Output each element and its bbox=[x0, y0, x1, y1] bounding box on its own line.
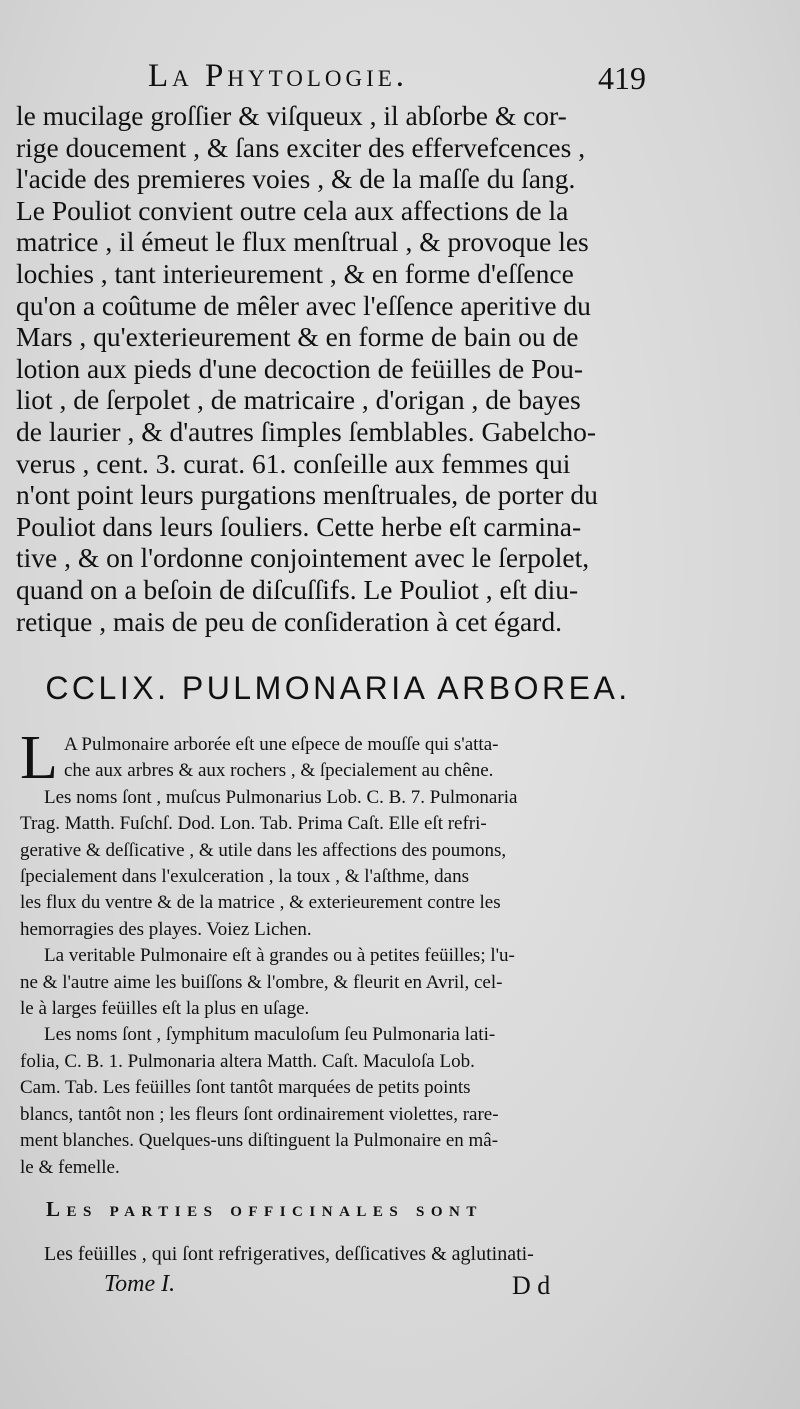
volume-label: Tome I. bbox=[104, 1271, 176, 1297]
text-line: Pouliot dans leurs ſouliers. Cette herbe eſt carmina- bbox=[16, 510, 582, 542]
running-title: La Phytologie. bbox=[148, 58, 409, 94]
text-line: le à larges feüilles eſt la plus en uſage. bbox=[20, 998, 310, 1020]
text-line: A Pulmonaire arborée eſt une eſpece de mouſſe qui s'atta- bbox=[64, 734, 499, 755]
text-line: rige doucement , & ſans exciter des effervefcences , bbox=[16, 131, 586, 163]
text-line: Les feüilles , qui ſont refrigeratives, deſſicatives & aglutinati- bbox=[44, 1243, 534, 1265]
drop-cap-paragraph bbox=[20, 724, 660, 792]
text-line: liot , de ſerpolet , de matricaire , d'origan , de bayes bbox=[16, 384, 581, 416]
text-line: gerative & deſſicative , & utile dans les affections des poumons, bbox=[20, 839, 507, 861]
text-line: hemorragies des playes. Voiez Lichen. bbox=[20, 918, 312, 940]
drop-cap: L bbox=[20, 724, 58, 792]
text-line: le & femelle. bbox=[20, 1156, 120, 1178]
text-line: tive , & on l'ordonne conjointement avec le ſerpolet, bbox=[16, 542, 590, 574]
text-line: ne & l'autre aime les buiſſons & l'ombre, & fleurit en Avril, cel- bbox=[20, 971, 503, 993]
text-line: Les noms ſont , muſcus Pulmonarius Lob. C. B. 7. Pulmonaria bbox=[44, 786, 518, 808]
text-line: lotion aux pieds d'une decoction de feüilles de Pou- bbox=[16, 352, 584, 384]
text-line: La veritable Pulmonaire eſt à grandes ou à petites feüilles; l'u- bbox=[44, 945, 515, 967]
page-footer bbox=[0, 1271, 800, 1311]
text-line: folia, C. B. 1. Pulmonaria altera Matth. Caſt. Maculoſa Lob. bbox=[20, 1050, 475, 1072]
section-body bbox=[20, 724, 660, 1181]
page-number: 419 bbox=[598, 60, 646, 96]
text-line: quand on a beſoin de diſcuſſifs. Le Pouliot , eſt diu- bbox=[16, 573, 579, 605]
text-line: blancs, tantôt non ; les fleurs ſont ordinairement violettes, rare- bbox=[20, 1103, 499, 1125]
text-line: les flux du ventre & de la matrice , & exterieurement contre les bbox=[20, 892, 501, 914]
text-line: de laurier , & d'autres ſimples ſemblables. Gabelcho- bbox=[16, 415, 596, 447]
text-line: Les noms ſont , ſymphitum maculoſum ſeu Pulmonaria lati- bbox=[44, 1024, 496, 1046]
text-line: Mars , qu'exterieurement & en forme de bain ou de bbox=[16, 321, 579, 353]
main-paragraph bbox=[16, 100, 656, 637]
text-line: Trag. Matth. Fuſchſ. Dod. Lon. Tab. Prima Caſt. Elle eſt refri- bbox=[20, 813, 487, 835]
text-line: lochies , tant interieurement , & en forme d'eſſence bbox=[16, 257, 574, 289]
text-line: ment blanches. Quelques-uns diſtinguent la Pulmonaire en mâ- bbox=[20, 1130, 499, 1152]
section-heading: CCLIX. PULMONARIA ARBOREA. bbox=[45, 670, 631, 706]
text-line: retique , mais de peu de conſideration à cet égard. bbox=[16, 605, 562, 637]
text-line: Cam. Tab. Les feüilles ſont tantôt marquées de petits points bbox=[20, 1077, 471, 1099]
text-line: qu'on a coûtume de mêler avec l'eſſence aperitive du bbox=[16, 289, 591, 321]
page-header bbox=[0, 58, 800, 102]
text-line: ſpecialement dans l'exulceration , la toux , & l'aſthme, dans bbox=[20, 866, 469, 888]
text-line: matrice , il émeut le flux menſtrual , & provoque les bbox=[16, 226, 589, 258]
text-line: n'ont point leurs purgations menſtruales, de porter du bbox=[16, 479, 598, 511]
signature-mark: D d bbox=[512, 1271, 551, 1300]
text-line: che aux arbres & aux rochers , & ſpecialement au chêne. bbox=[64, 760, 494, 782]
text-line: Le Pouliot convient outre cela aux affections de la bbox=[16, 194, 569, 226]
text-line: le mucilage groſſier & viſqueux , il abſorbe & cor- bbox=[16, 100, 567, 131]
text-line: verus , cent. 3. curat. 61. conſeille aux femmes qui bbox=[16, 447, 571, 479]
text-line: l'acide des premieres voies , & de la maſſe du ſang. bbox=[16, 163, 576, 195]
subheading: Les parties officinales sont bbox=[46, 1197, 483, 1221]
